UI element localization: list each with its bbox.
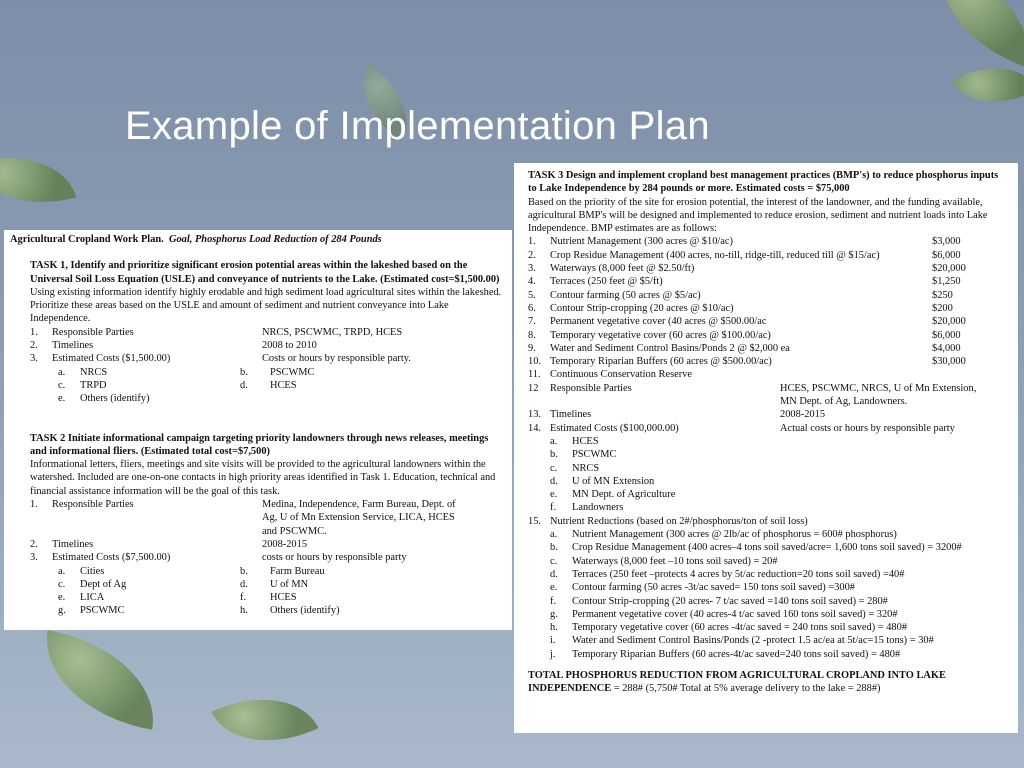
cost-party-name: PSCWMC: [572, 449, 617, 461]
bmp-number: 6.: [528, 302, 536, 314]
reduction-letter: f.: [550, 595, 557, 607]
bmp-label: Waterways (8,000 feet @ $2.50/ft): [550, 263, 695, 275]
reduction-text: Contour farming (50 acres -3t/ac saved= 150 tons soil saved) =300#: [572, 582, 855, 594]
reduction-letter: i.: [550, 635, 556, 647]
party-letter: [240, 392, 270, 405]
bmp-label: Water and Sediment Control Basins/Ponds 2 @ $2,000 ea: [550, 342, 790, 354]
task3-heading: TASK 3 Design and implement cropland best management practices (BMP's) to reduce phosphorus inputs to Lake Independence by 284 pounds or more. Estimated costs = $75,000: [528, 170, 999, 195]
party-name: HCES: [270, 379, 297, 391]
leaf-decoration: [212, 674, 319, 766]
reduction-row: [528, 555, 1004, 568]
plan-row: [30, 326, 506, 339]
party-letter: d.: [240, 379, 248, 391]
cost-party-row: [528, 462, 1004, 475]
cost-party-name: NRCS: [572, 462, 600, 474]
bmp-number: 5.: [528, 289, 536, 301]
responsible-parties-row: 12 Responsible Parties HCES, PSCWMC, NRCS, U of Mn Extension, MN Dept. of Ag, Landowners.: [528, 382, 977, 408]
bmp-row: [528, 289, 1004, 302]
reduction-letter: c.: [550, 555, 558, 567]
bmp-row: [528, 249, 1004, 262]
reduction-text: Nutrient Management (300 acres @ 2lb/ac of phosphorus = 600# phosphorus): [572, 529, 897, 541]
reduction-letter: g.: [550, 608, 558, 620]
party-row: [30, 366, 506, 379]
row-label: Estimated Costs ($1,500.00): [52, 353, 171, 365]
cost-party-row: [528, 475, 1004, 488]
party-name: Others (identify): [80, 393, 150, 405]
row-number: 1.: [30, 499, 38, 511]
task3-body: Based on the priority of the site for erosion potential, the interest of the landowner, and the funding available, agricultural BMP's will be designed and implemented to reduce erosion, sediment and nutrient loads into Lake Independence. BMP estimates are as follows:: [528, 196, 988, 235]
bmp-cost: $20,000: [932, 263, 966, 275]
row-value: Medina, Independence, Farm Bureau, Dept. of Ag, U of Mn Extension Service, LICA, HCES and PSCWMC.: [262, 499, 456, 537]
party-row: [30, 591, 506, 604]
cost-party-name: MN Dept. of Agriculture: [572, 489, 676, 501]
reduction-letter: e.: [550, 582, 558, 594]
bmp-cost: $30,000: [932, 356, 966, 368]
cost-party-row: [528, 435, 1004, 448]
bmp-row: [528, 302, 1004, 315]
bmp-cost: $250: [932, 289, 953, 301]
bmp-label: Temporary vegetative cover (60 acres @ $100.00/ac): [550, 329, 771, 341]
row-number: 2.: [30, 538, 38, 550]
reduction-row: [528, 581, 1004, 594]
bmp-label: Temporary Riparian Buffers (60 acres @ $500.00/ac): [550, 356, 772, 368]
bmp-label: Contour farming (50 acres @ $5/ac): [550, 289, 701, 301]
plan-row: [30, 551, 506, 564]
bmp-number: 9.: [528, 342, 536, 354]
bmp-cost: $6,000: [932, 249, 961, 261]
party-name: HCES: [270, 592, 297, 604]
row-value: 2008 to 2010: [262, 340, 317, 352]
reduction-text: Waterways (8,000 feet –10 tons soil saved) = 20#: [572, 555, 778, 567]
bmp-number: 4.: [528, 276, 536, 288]
party-row: [30, 604, 506, 617]
party-letter: h.: [240, 605, 248, 617]
task2-body: Informational letters, fliers, meetings and site visits will be provided to the agricultural landowners within the watershed. Included are one-on-one contacts in high priority areas identified in Task 1. Education, technical and financial assistance information will be the goal of this task.: [30, 459, 496, 497]
bmp-number: 7.: [528, 316, 536, 328]
bmp-row: [528, 275, 1004, 288]
reduction-text: Temporary Riparian Buffers (60 acres-4t/ac saved=240 tons soil saved) = 480#: [572, 648, 901, 660]
bmp-label: Permanent vegetative cover (40 acres @ $500.00/ac: [550, 316, 767, 328]
plan-row: [30, 538, 506, 551]
leaf-decoration: [0, 139, 76, 220]
bmp-label: Continuous Conservation Reserve: [550, 369, 692, 381]
slide-title: Example of Implementation Plan: [125, 104, 710, 148]
party-letter: e.: [58, 592, 66, 604]
party-name: Dept of Ag: [80, 578, 127, 590]
bmp-number: 3.: [528, 263, 536, 275]
row-label: Timelines: [52, 538, 94, 550]
row-value: costs or hours by responsible party: [262, 552, 407, 564]
row-number: 1.: [30, 326, 38, 338]
bmp-number: 11.: [528, 369, 541, 381]
party-name: Farm Bureau: [270, 565, 325, 577]
party-letter: e.: [58, 393, 66, 405]
bmp-number: 1.: [528, 236, 536, 248]
leaf-decoration: [34, 630, 166, 730]
bmp-cost: $6,000: [932, 329, 961, 341]
row-label: Responsible Parties: [52, 326, 134, 338]
estimated-costs-row: 14. Estimated Costs ($100,000.00) Actual costs or hours by responsible party: [528, 422, 955, 434]
party-row: [30, 392, 506, 405]
party-name: NRCS: [80, 366, 108, 378]
bmp-row: [528, 262, 1004, 275]
party-name: TRPD: [80, 379, 107, 391]
reduction-text: Contour Strip-cropping (20 acres- 7 t/ac saved =140 tons soil saved) = 280#: [572, 595, 888, 607]
party-name: PSCWMC: [270, 366, 315, 378]
task2-heading: TASK 2 Initiate informational campaign targeting priority landowners through news releases, meetings and informational fliers. (Estimated total cost=$7,500): [30, 432, 489, 457]
party-letter: a.: [58, 366, 66, 378]
task1-heading: TASK 1, Identify and prioritize significant erosion potential areas within the lakeshed based on the Universal Soil Loss Equation (USLE) and conveyance of nutrients to the Lake. (Estimated cost=$1,500.00): [30, 260, 500, 285]
bmp-number: 2.: [528, 249, 536, 261]
bmp-row: [528, 235, 1004, 248]
party-letter: b.: [240, 366, 248, 378]
party-name: PSCWMC: [80, 605, 125, 617]
party-letter: g.: [58, 605, 66, 617]
cost-party-name: HCES: [572, 435, 599, 447]
bmp-number: 10.: [528, 356, 541, 368]
plan-row: [30, 352, 506, 365]
bmp-number: 8.: [528, 329, 536, 341]
bmp-label: Nutrient Management (300 acres @ $10/ac): [550, 236, 733, 248]
cost-party-name: Landowners: [572, 502, 624, 514]
row-number: 2.: [30, 340, 38, 352]
nutrient-reductions-heading: 15. Nutrient Reductions (based on 2#/phosphorus/ton of soil loss): [528, 515, 808, 527]
party-letter: c.: [58, 578, 66, 590]
row-label: Timelines: [52, 340, 94, 352]
reduction-row: [528, 528, 1004, 541]
reduction-letter: a.: [550, 529, 558, 541]
party-row: [30, 565, 506, 578]
cost-party-letter: d.: [550, 475, 558, 487]
party-letter: f.: [240, 592, 247, 604]
bmp-cost: $1,250: [932, 276, 961, 288]
reduction-row: [528, 634, 1004, 647]
plan-row: [30, 339, 506, 352]
row-label: Responsible Parties: [52, 499, 134, 511]
task1-body: Using existing information identify highly erodable and high sediment load agricultural sites within the lakeshed. Prioritize these areas based on the USLE and amount of sediment and nutrient conveyance into Lake Independence.: [30, 286, 502, 325]
party-name: LICA: [80, 592, 105, 604]
party-letter: d.: [240, 578, 248, 590]
timelines-row: 13. Timelines 2008-2015: [528, 409, 826, 421]
party-name: Cities: [80, 565, 105, 577]
reduction-row: [528, 595, 1004, 608]
reduction-letter: j.: [550, 648, 556, 660]
cost-party-row: [528, 448, 1004, 461]
bmp-row: [528, 315, 1004, 328]
cost-party-row: [528, 488, 1004, 501]
party-row: [30, 379, 506, 392]
bmp-row: [528, 355, 1004, 368]
cost-party-row: [528, 501, 1004, 514]
row-number: 3.: [30, 552, 38, 564]
right-document-image: [514, 163, 1018, 733]
party-row: [30, 578, 506, 591]
reduction-text: Permanent vegetative cover (40 acres-4 t/ac saved 160 tons soil saved) = 320#: [572, 608, 898, 620]
bmp-row: [528, 342, 1004, 355]
leaf-decoration: [921, 0, 1024, 67]
reduction-row: [528, 608, 1004, 621]
cost-party-name: U of MN Extension: [572, 475, 655, 487]
bmp-label: Terraces (250 feet @ $5/ft): [550, 276, 663, 288]
work-plan-header: Agricultural Cropland Work Plan. Goal, Phosphorus Load Reduction of 284 Pounds: [10, 234, 382, 245]
cost-party-letter: c.: [550, 462, 558, 474]
reduction-letter: b.: [550, 542, 558, 554]
reduction-row: [528, 648, 1004, 661]
plan-row: [30, 498, 506, 538]
cost-party-letter: f.: [550, 502, 557, 514]
party-name: U of MN: [270, 578, 309, 590]
bmp-cost: $3,000: [932, 236, 961, 248]
left-document-image: [4, 230, 512, 630]
party-letter: c.: [58, 379, 66, 391]
reduction-text: Terraces (250 feet –protects 4 acres by 5t/ac reduction=20 tons soil saved) =40#: [572, 568, 905, 580]
reduction-text: Temporary vegetative cover (60 acres -4t/ac saved = 240 tons soil saved) = 480#: [572, 622, 908, 634]
bmp-cost: $20,000: [932, 316, 966, 328]
bmp-cost: $200: [932, 302, 953, 314]
row-value: NRCS, PSCWMC, TRPD, HCES: [262, 326, 403, 338]
bmp-row: [528, 329, 1004, 342]
reduction-row: [528, 541, 1004, 554]
bmp-label: Crop Residue Management (400 acres, no-till, ridge-till, reduced till @ $15/ac): [550, 249, 880, 261]
bmp-row: [528, 368, 1004, 381]
reduction-row: [528, 621, 1004, 634]
cost-party-letter: a.: [550, 435, 558, 447]
reduction-letter: d.: [550, 568, 558, 580]
reduction-letter: h.: [550, 622, 558, 634]
party-letter: b.: [240, 565, 248, 577]
bmp-label: Contour Strip-cropping (20 acres @ $10/ac): [550, 302, 734, 314]
row-value: Costs or hours by responsible party.: [262, 353, 411, 365]
party-name: Others (identify): [270, 605, 340, 617]
reduction-text: Crop Residue Management (400 acres–4 tons soil saved/acre= 1,600 tons soil saved) = 3200#: [572, 542, 962, 554]
row-number: 3.: [30, 353, 38, 365]
party-letter: a.: [58, 565, 66, 577]
row-label: Estimated Costs ($7,500.00): [52, 552, 171, 564]
cost-party-letter: e.: [550, 489, 558, 501]
row-value: 2008-2015: [262, 538, 308, 550]
reduction-row: [528, 568, 1004, 581]
total-reduction: TOTAL PHOSPHORUS REDUCTION FROM AGRICULTURAL CROPLAND INTO LAKE INDEPENDENCE = 288# (5,750# Total at 5% average delivery to the lake = 288#): [528, 669, 946, 695]
cost-party-letter: b.: [550, 449, 558, 461]
bmp-cost: $4,000: [932, 342, 961, 354]
reduction-text: Water and Sediment Control Basins/Ponds (2 -protect 1.5 ac/ea at 5t/ac=15 tons) = 30#: [572, 635, 934, 647]
